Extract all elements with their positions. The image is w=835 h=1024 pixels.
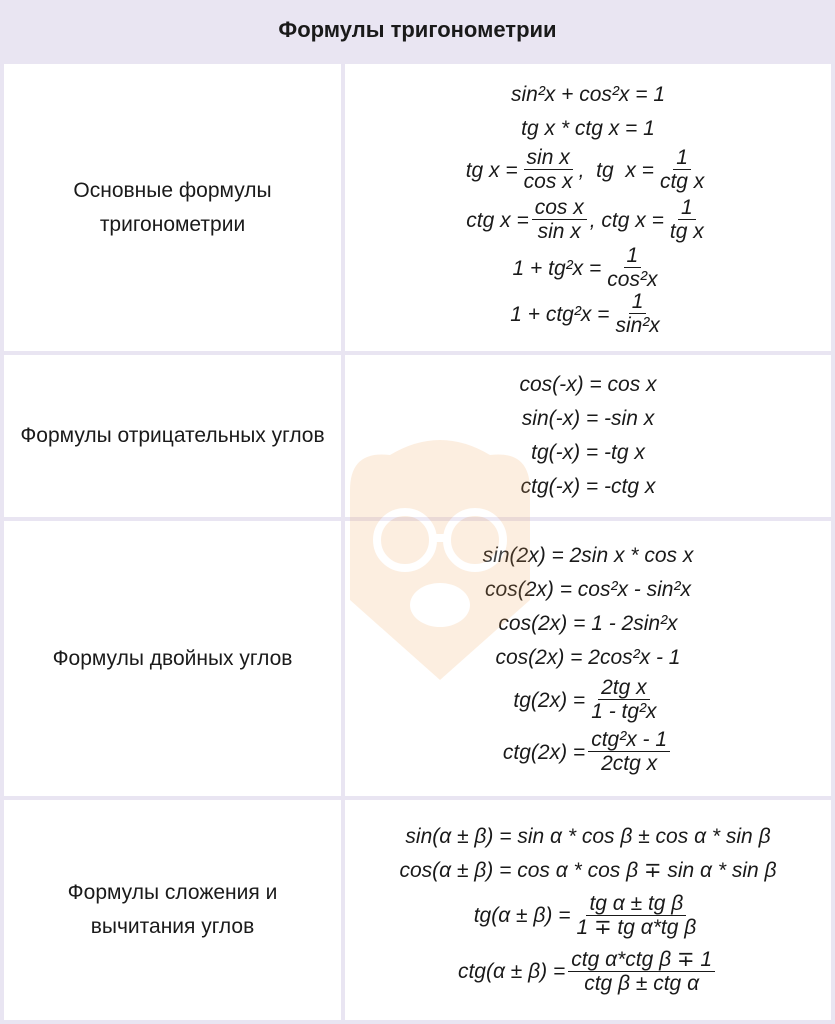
fraction: [612, 291, 662, 338]
formula-lhs: ctg x =: [466, 208, 529, 232]
table-row: [0, 800, 835, 1020]
formula-lhs: ctg(α ± β) =: [457, 960, 566, 983]
formula-line: cos(2x) = 1 - 2sin²x: [498, 611, 678, 635]
formula-line: tg x * ctg x = 1: [521, 116, 655, 140]
formula-line: sin²x + cos²x = 1: [510, 82, 666, 106]
bear-with-glasses-icon: [330, 430, 550, 690]
formula-lhs: , ctg x =: [589, 208, 664, 232]
formula-cell: [345, 64, 831, 351]
numerator: 2tg x: [598, 677, 650, 700]
denominator: cos²x: [607, 268, 658, 291]
formula-cell: [345, 800, 831, 1020]
row-label: Формулы сложения и вычитания углов: [4, 800, 341, 1020]
fraction: [588, 729, 670, 776]
fraction: [568, 949, 715, 996]
denominator: 1 - tg²x: [591, 700, 657, 723]
formula-line: [458, 944, 718, 1000]
formula-line: sin(α ± β) = sin α * cos β ± cos α * sin β: [405, 825, 771, 848]
fraction: [573, 893, 699, 940]
formula-lhs: tg(2x) =: [513, 688, 586, 712]
fraction: [657, 147, 707, 194]
formula-line: ctg(-x) = -ctg x: [520, 475, 656, 498]
formula-line: sin(2x) = 2sin x * cos x: [482, 543, 694, 567]
formula-line: cos(α ± β) = cos α * cos β ∓ sin α * sin β: [399, 859, 777, 882]
denominator: 1 ∓ tg α*tg β: [576, 915, 697, 939]
formula-line: cos(2x) = cos²x - sin²x: [485, 577, 691, 601]
denominator: sin x: [537, 220, 581, 243]
formula-line: [466, 196, 709, 246]
formula-line: [510, 292, 666, 338]
formula-lhs: 1 + tg²x =: [512, 256, 602, 280]
formula-line: cos(-x) = cos x: [519, 373, 657, 396]
formula-line: sin(-x) = -sin x: [521, 407, 655, 430]
fraction: [604, 245, 660, 292]
fraction: [588, 677, 659, 724]
denominator: tg x: [669, 220, 704, 243]
page-title: Формулы тригонометрии: [0, 0, 835, 60]
denominator: cos x: [523, 170, 573, 193]
numerator: cos x: [532, 197, 587, 220]
fraction: [532, 197, 587, 244]
formula-lhs: tg x =: [465, 158, 518, 182]
denominator: 2ctg x: [601, 752, 658, 775]
numerator: sin x: [524, 147, 573, 170]
fraction: [521, 147, 576, 194]
formula-line: [474, 888, 703, 944]
numerator: tg α ± tg β: [586, 893, 686, 916]
formula-lhs: , tg x =: [578, 158, 654, 182]
row-label: Формулы отрицательных углов: [4, 355, 341, 517]
table-row: [0, 64, 835, 351]
denominator: sin²x: [615, 314, 660, 337]
row-label: Формулы двойных углов: [4, 521, 341, 796]
numerator: 1: [678, 197, 696, 220]
fraction: [667, 197, 707, 244]
formula-line: cos(2x) = 2cos²x - 1: [495, 645, 681, 669]
numerator: 1: [629, 291, 647, 314]
formula-line: [513, 246, 664, 292]
row-label: Основные формулы тригонометрии: [4, 64, 341, 351]
numerator: 1: [624, 245, 642, 268]
numerator: ctg α*ctg β ∓ 1: [568, 949, 715, 972]
formula-lhs: ctg(2x) =: [502, 740, 586, 764]
formula-line: tg(-x) = -tg x: [531, 441, 645, 464]
formula-lhs: 1 + ctg²x =: [510, 302, 610, 326]
formula-line: [503, 727, 673, 779]
formula-line: [466, 146, 711, 196]
numerator: ctg²x - 1: [588, 729, 670, 752]
denominator: ctg x: [659, 170, 705, 193]
denominator: ctg β ± ctg α: [584, 971, 700, 995]
formula-lhs: tg(α ± β) =: [473, 904, 571, 927]
numerator: 1: [673, 147, 691, 170]
